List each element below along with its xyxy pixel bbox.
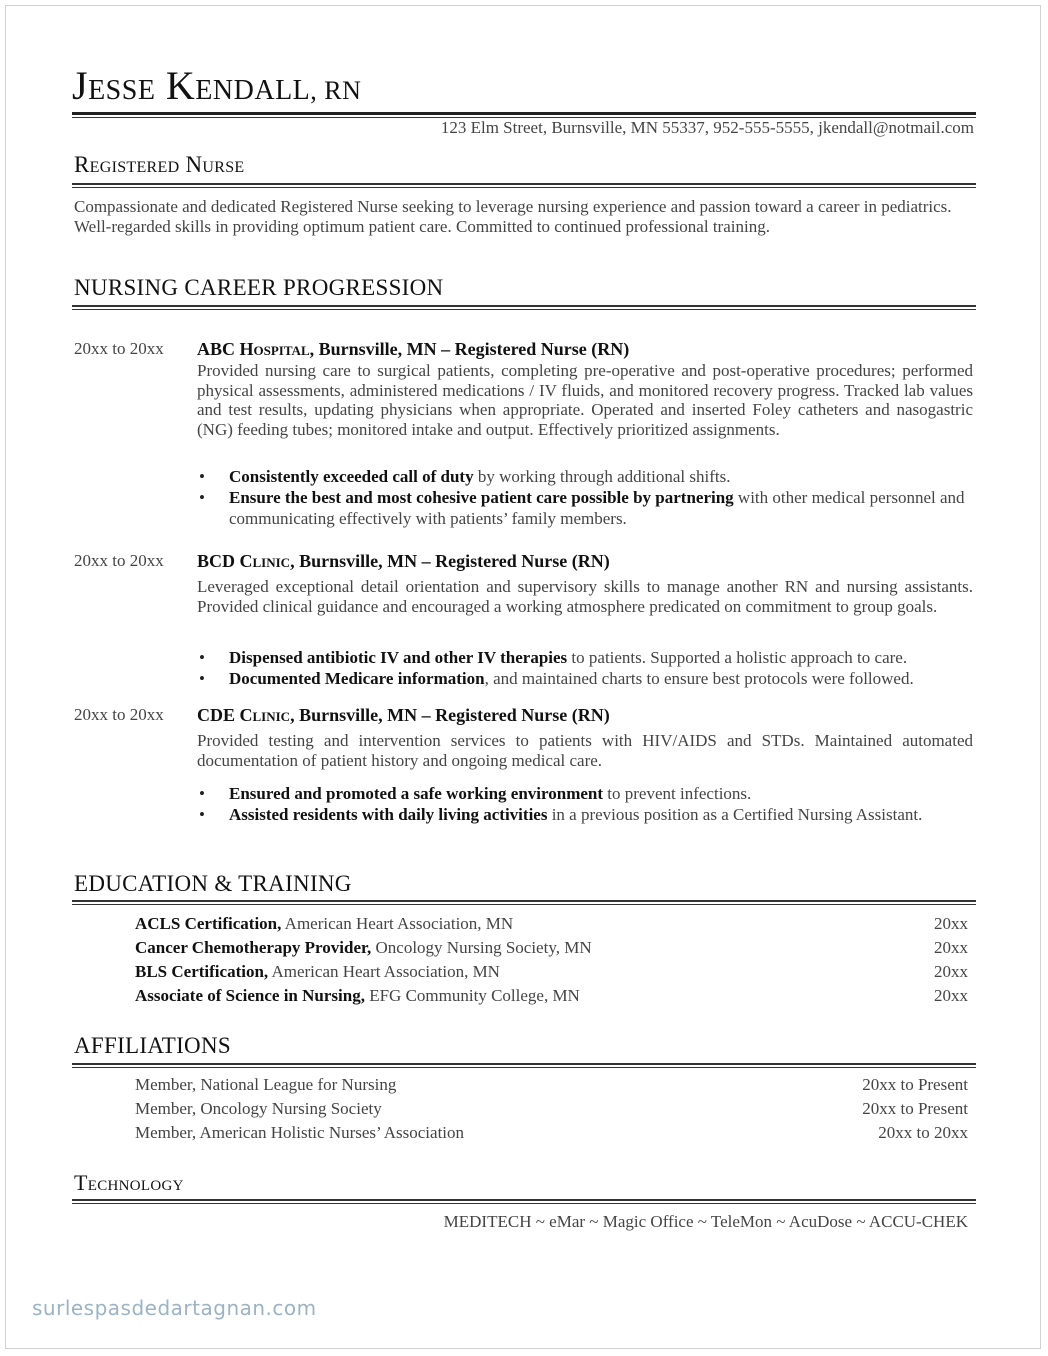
education-item: Associate of Science in Nursing, EFG Community College, MN 20xx [135, 986, 968, 1005]
section-rule [72, 1199, 976, 1204]
bullet-item: • Dispensed antibiotic IV and other IV therapies to patients. Supported a holistic approach to care. [197, 647, 973, 668]
job-bullets [197, 466, 973, 529]
watermark-text: surlespasdedartagnan.com [32, 1296, 317, 1320]
section-rule [72, 900, 976, 905]
affiliation-item: Member, American Holistic Nurses’ Association 20xx to 20xx [135, 1123, 968, 1142]
section-rule [72, 1063, 976, 1068]
job-description: Leveraged exceptional detail orientation and supervisory skills to manage another RN and nursing assistants. Provided clinical guidance and encouraged a working atmosphere predicated on commitment to group goals. [197, 577, 973, 616]
bullet-item: • Assisted residents with daily living activities in a previous position as a Certified Nursing Assistant. [197, 804, 973, 825]
bullet-item: • Ensure the best and most cohesive patient care possible by partnering with other medical personnel and communicating effectively with patients’ family members. [197, 487, 973, 529]
job-description: Provided nursing care to surgical patients, completing pre-operative and post-operative procedures; performed physical assessments, administered medications / IV fluids, and monitored recovery progress. Tracked lab values and test results, updating physicians when appropriate. Operated and inserted Foley catheters and nasogastric (NG) feeding tubes; monitored intake and output. Effectively prioritized assignments. [197, 361, 973, 439]
section-title-affiliations: AFFILIATIONS [74, 1033, 231, 1058]
summary-text: Compassionate and dedicated Registered Nurse seeking to leverage nursing experience and passion toward a career in pediatrics. Well-regarded skills in providing optimum patient care. Committed to continued professional training. [74, 197, 952, 236]
technology-list: MEDITECH ~ eMar ~ Magic Office ~ TeleMon ~ AcuDose ~ ACCU-CHEK [443, 1212, 968, 1231]
job-heading: BCD Clinic, Burnsville, MN – Registered Nurse (RN) [197, 551, 610, 571]
job-bullets [197, 647, 973, 689]
contact-line: 123 Elm Street, Burnsville, MN 55337, 952-555-5555, jkendall@notmail.com [440, 118, 974, 137]
job-dates: 20xx to 20xx [74, 551, 164, 570]
bullet-item: • Ensured and promoted a safe working environment to prevent infections. [197, 783, 973, 804]
section-title-education: EDUCATION & TRAINING [74, 871, 352, 896]
header-rule-thick [72, 112, 976, 115]
section-title-career: NURSING CAREER PROGRESSION [74, 275, 444, 300]
section-title-registered-nurse: Registered Nurse [74, 152, 245, 177]
bullet-item: • Documented Medicare information, and maintained charts to ensure best protocols were followed. [197, 668, 973, 689]
job-heading: ABC Hospital, Burnsville, MN – Registered Nurse (RN) [197, 339, 630, 359]
section-title-technology: Technology [74, 1170, 184, 1195]
job-description: Provided testing and intervention services to patients with HIV/AIDS and STDs. Maintained automated documentation of patient history and ongoing medical care. [197, 731, 973, 770]
section-rule [72, 305, 976, 310]
affiliation-item: Member, Oncology Nursing Society 20xx to Present [135, 1099, 968, 1118]
job-dates: 20xx to 20xx [74, 339, 164, 358]
section-rule [72, 183, 976, 188]
job-dates: 20xx to 20xx [74, 705, 164, 724]
job-heading: CDE Clinic, Burnsville, MN – Registered Nurse (RN) [197, 705, 610, 725]
education-item: Cancer Chemotherapy Provider, Oncology Nursing Society, MN 20xx [135, 938, 968, 957]
education-item: ACLS Certification, American Heart Association, MN 20xx [135, 914, 968, 933]
education-item: BLS Certification, American Heart Association, MN 20xx [135, 962, 968, 981]
candidate-name: Jesse Kendall, RN [72, 63, 362, 108]
bullet-item: • Consistently exceeded call of duty by working through additional shifts. [197, 466, 973, 487]
affiliation-item: Member, National League for Nursing 20xx to Present [135, 1075, 968, 1094]
job-bullets [197, 783, 973, 825]
